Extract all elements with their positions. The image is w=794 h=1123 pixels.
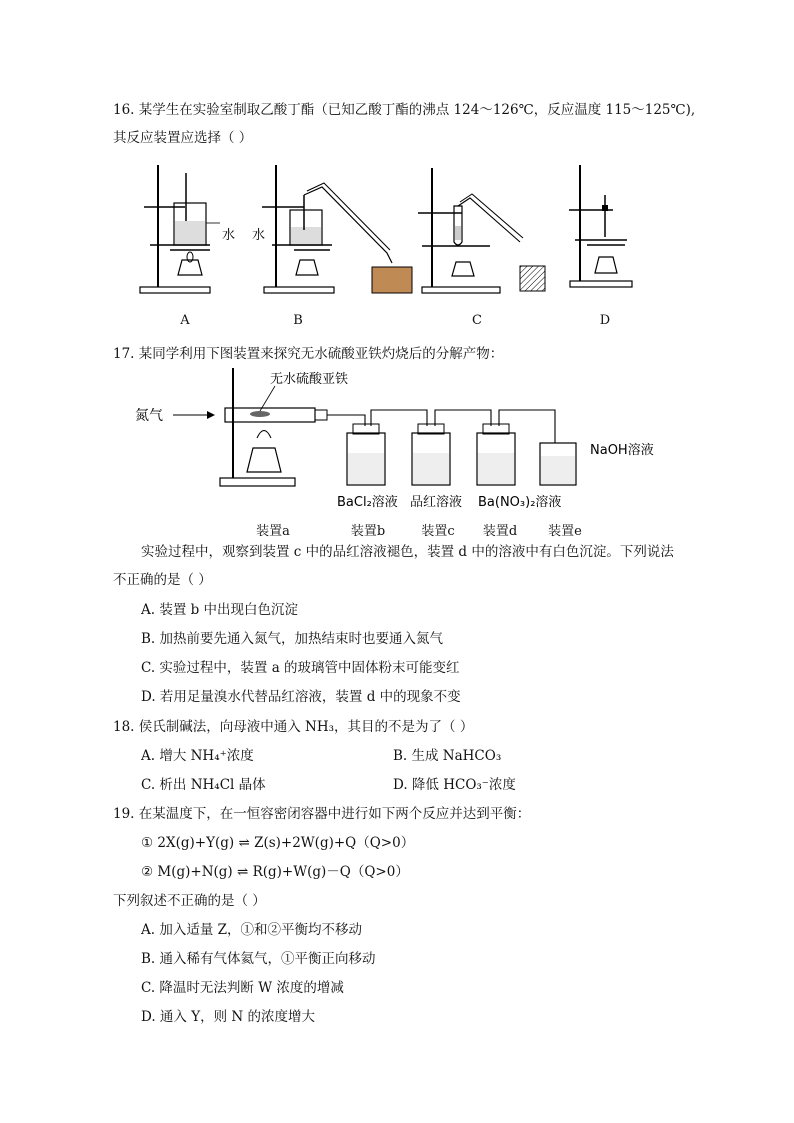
q17-option-c: C. 实验过程中，装置 a 的玻璃管中固体粉末可能变红 [141,660,460,676]
water-label-a: 水 [222,228,236,243]
q19-reaction-2: ② M(g)+N(g) ⇌ R(g)+W(g)－Q（Q>0） [141,864,409,880]
device-label-b: 装置b [350,524,386,539]
q19-question: 下列叙述不正确的是（ ） [113,893,266,909]
water-label-b: 水 [252,228,266,243]
q19-stem: 19. 在某温度下，在一恒容密闭容器中进行如下两个反应并达到平衡： [113,806,531,822]
q17-paragraph-line2: 不正确的是（ ） [113,572,212,588]
q17-option-d: D. 若用足量溴水代替品红溶液，装置 d 中的现象不变 [141,689,461,705]
q17-apparatus-figure [135,368,675,518]
device-label-c: 装置c [421,524,455,539]
solution-label-d: Ba(NO₃)₂溶液 [478,495,562,510]
apparatus-b-figure [252,165,417,295]
solution-label-c: 品红溶液 [410,495,463,510]
q19-option-d: D. 通入 Y，则 N 的浓度增大 [141,1009,316,1025]
q19-option-a: A. 加入适量 Z，①和②平衡均不移动 [141,922,363,938]
apparatus-a-figure [140,165,245,295]
q17-option-a: A. 装置 b 中出现白色沉淀 [141,602,299,618]
option-label-c: C [472,313,482,328]
option-label-d: D [599,313,611,328]
apparatus-c-figure [410,168,545,298]
q19-option-b: B. 通入稀有气体氦气，①平衡正向移动 [141,951,376,967]
q18-stem: 18. 侯氏制碱法，向母液中通入 NH₃，其目的不是为了（ ） [113,719,474,735]
solution-label-b: BaCl₂溶液 [337,495,398,510]
option-label-b: B [293,313,303,328]
reagent-label: 无水硫酸亚铁 [270,372,349,387]
q18-option-d: D. 降低 HCO₃⁻浓度 [393,777,516,793]
q19-reaction-1: ① 2X(g)+Y(g) ⇌ Z(s)+2W(g)+Q（Q>0） [141,835,415,851]
q17-paragraph-line1: 实验过程中，观察到装置 c 中的品红溶液褪色，装置 d 中的溶液中有白色沉淀。下列说法 [141,544,674,560]
q17-stem: 17. 某同学利用下图装置来探究无水硫酸亚铁灼烧后的分解产物： [113,346,504,362]
device-label-a: 装置a [256,524,290,539]
q18-option-a: A. 增大 NH₄⁺浓度 [141,748,254,764]
naoh-label: NaOH溶液 [590,443,654,458]
apparatus-d-figure [565,165,645,295]
q17-option-b: B. 加热前要先通入氮气，加热结束时也要通入氮气 [141,631,444,647]
device-label-e: 装置e [548,524,582,539]
q16-stem-line1: 16. 某学生在实验室制取乙酸丁酯（已知乙酸丁酯的沸点 124～126℃，反应温度 115～125℃), [113,102,696,118]
device-label-d: 装置d [482,524,518,539]
option-label-a: A [180,313,190,328]
q16-stem-line2: 其反应装置应选择（ ） [113,130,253,146]
q19-option-c: C. 降温时无法判断 W 浓度的增减 [141,980,344,996]
q18-option-c: C. 析出 NH₄Cl 晶体 [141,777,266,793]
q18-option-b: B. 生成 NaHCO₃ [393,748,502,764]
nitrogen-label: 氮气 [135,408,163,424]
